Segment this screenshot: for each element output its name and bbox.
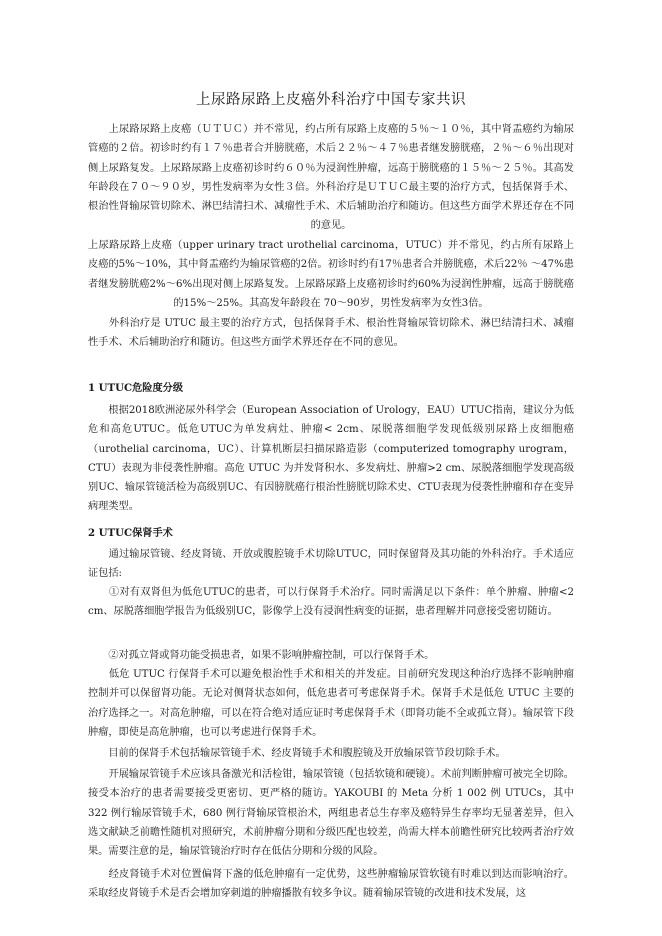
indication-1-paragraph: ①对有双肾但为低危UTUC的患者，可以行保肾手术治疗。同时需满足以下条件：单个肿瘤、肿瘤<2 cm、尿脱落细胞学报告为低级别UC，影像学上没有浸润性病变的证据，患者理解并同意接受密切随访。 — [88, 587, 574, 618]
document-title: 上尿路尿路上皮癌外科治疗中国专家共识 — [196, 92, 466, 108]
section-2-intro-paragraph: 通过输尿管镜、经皮肾镜、开放或腹腔镜手术切除UTUC，同时保留肾及其功能的外科治疗。手术适应证包括: — [88, 549, 574, 580]
abstract-paragraph-halfwidth: 上尿路尿路上皮癌（upper urinary tract urothelial carcinoma，UTUC）并不常见，约占所有尿路上皮癌的5%～10%，其中肾盂癌约为输尿管癌的2倍。初诊时约有17％患者合并膀胱癌，术后22％ ～47%患者继发膀胱癌2%～6%出现对侧上尿路复发。上尿路尿路上皮癌初诊时约60%为浸润性肿瘤，远高于膀胱癌的15%～25%。其高发年龄段在 70～90岁，男性发病率为女性3倍。 — [88, 240, 574, 309]
section-1-paragraph: 根据2018欧洲泌尿外科学会（European Association of Urology，EAU）UTUC指南，建议分为低危和高危UTUC。低危UTUC为单发病灶、肿瘤< 2cm、尿脱落细胞学发现低级别尿路上皮细胞癌（urothelial carcinoma，UC）、计算机断层扫描尿路造影（computerized tomography urogram， CTU）表现为非侵袭性肿瘤。高危 UTUC 为并发肾积水、多发病灶、肿瘤>2 cm、尿脱落细胞学发现高级别UC、输尿管镜活检为高级别UC、有因膀胱癌行根治性膀胱切除术史、CTU表现为侵袭性肿瘤和存在变异病理类型。 — [88, 405, 574, 513]
surgery-overview-paragraph: 外科治疗是 UTUC 最主要的治疗方式，包括保肾手术、根治性肾输尿管切除术、淋巴结清扫术、减瘤性手术、术后辅助治疗和随访。但这些方面学术界还存在不同的意见。 — [88, 318, 574, 349]
percutaneous-paragraph: 经皮肾镜手术对位置偏肾下盏的低危肿瘤有一定优势，这些肿瘤输尿管软镜有时难以到达而影响治疗。采取经皮肾镜手术是否会增加穿刺道的肿瘤播散有较多争议。随着输尿管镜的改进和技术发展，这 — [88, 869, 574, 900]
current-procedures-paragraph: 目前的保肾手术包括输尿管镜手术、经皮肾镜手术和腹腔镜及开放输尿管节段切除手术。 — [88, 748, 506, 759]
section-1-heading: 1 UTUC危险度分级 — [88, 382, 184, 394]
ureteroscopy-paragraph: 开展输尿管镜手术应该具备激光和活检钳，输尿管镜（包括软镜和硬镜）。术前判断肿瘤可被完全切除。接受本治疗的患者需要接受更密切、更严格的随访。YAKOUBI 的 Meta 分析 1 002 例 UTUCs，其中322 例行输尿管镜手术，680 例行肾输尿管根治术，两组患者总生存率及癌特异生存率均无显著差异，但入选文献缺乏前瞻性随机对照研究，术前肿瘤分期和分级匹配也较差，尚需大样本前瞻性研究比较两者治疗效果。需要注意的是，输尿管镜治疗时存在低估分期和分级的风险。 — [88, 769, 574, 858]
low-risk-paragraph: 低危 UTUC 行保肾手术可以避免根治性手术和相关的并发症。目前研究发现这种治疗选择不影响肿瘤控制并可以保留肾功能。无论对侧肾状态如何，低危患者可考虑保肾手术。保肾手术是低危 UTUC 主要的治疗选择之一。对高危肿瘤，可以在符合绝对适应证时考虑保肾手术（即肾功能不全或孤立肾）。输尿管下段肿瘤，即使是高危肿瘤，也可以考虑进行保肾手术。 — [88, 669, 574, 738]
abstract-paragraph-fullwidth: 上尿路尿路上皮癌（ＵＴＵＣ）并不常见，约占所有尿路上皮癌的５％～１０％，其中肾盂癌约为输尿管癌的２倍。初诊时约有１７％患者合并膀胱癌，术后２２％～４７％患者继发膀胱癌，２％～６％出现对侧上尿路复发。上尿路尿路上皮癌初诊时约６０％为浸润性肿瘤，远高于膀胱癌的１５％～２５％。其高发年龄段在７０～９０岁，男性发病率为女性３倍。外科治疗是ＵＴＵＣ最主要的治疗方式，包括保肾手术、根治性肾输尿管切除术、淋巴结清扫术、减瘤性手术、术后辅助治疗和随访。但这些方面学术界还存在不同的意见。 — [88, 124, 574, 232]
section-2-heading: 2 UTUC保肾手术 — [88, 527, 173, 539]
indication-2-paragraph: ②对孤立肾或肾功能受损患者，如果不影响肿瘤控制，可以行保肾手术。 — [88, 650, 435, 661]
